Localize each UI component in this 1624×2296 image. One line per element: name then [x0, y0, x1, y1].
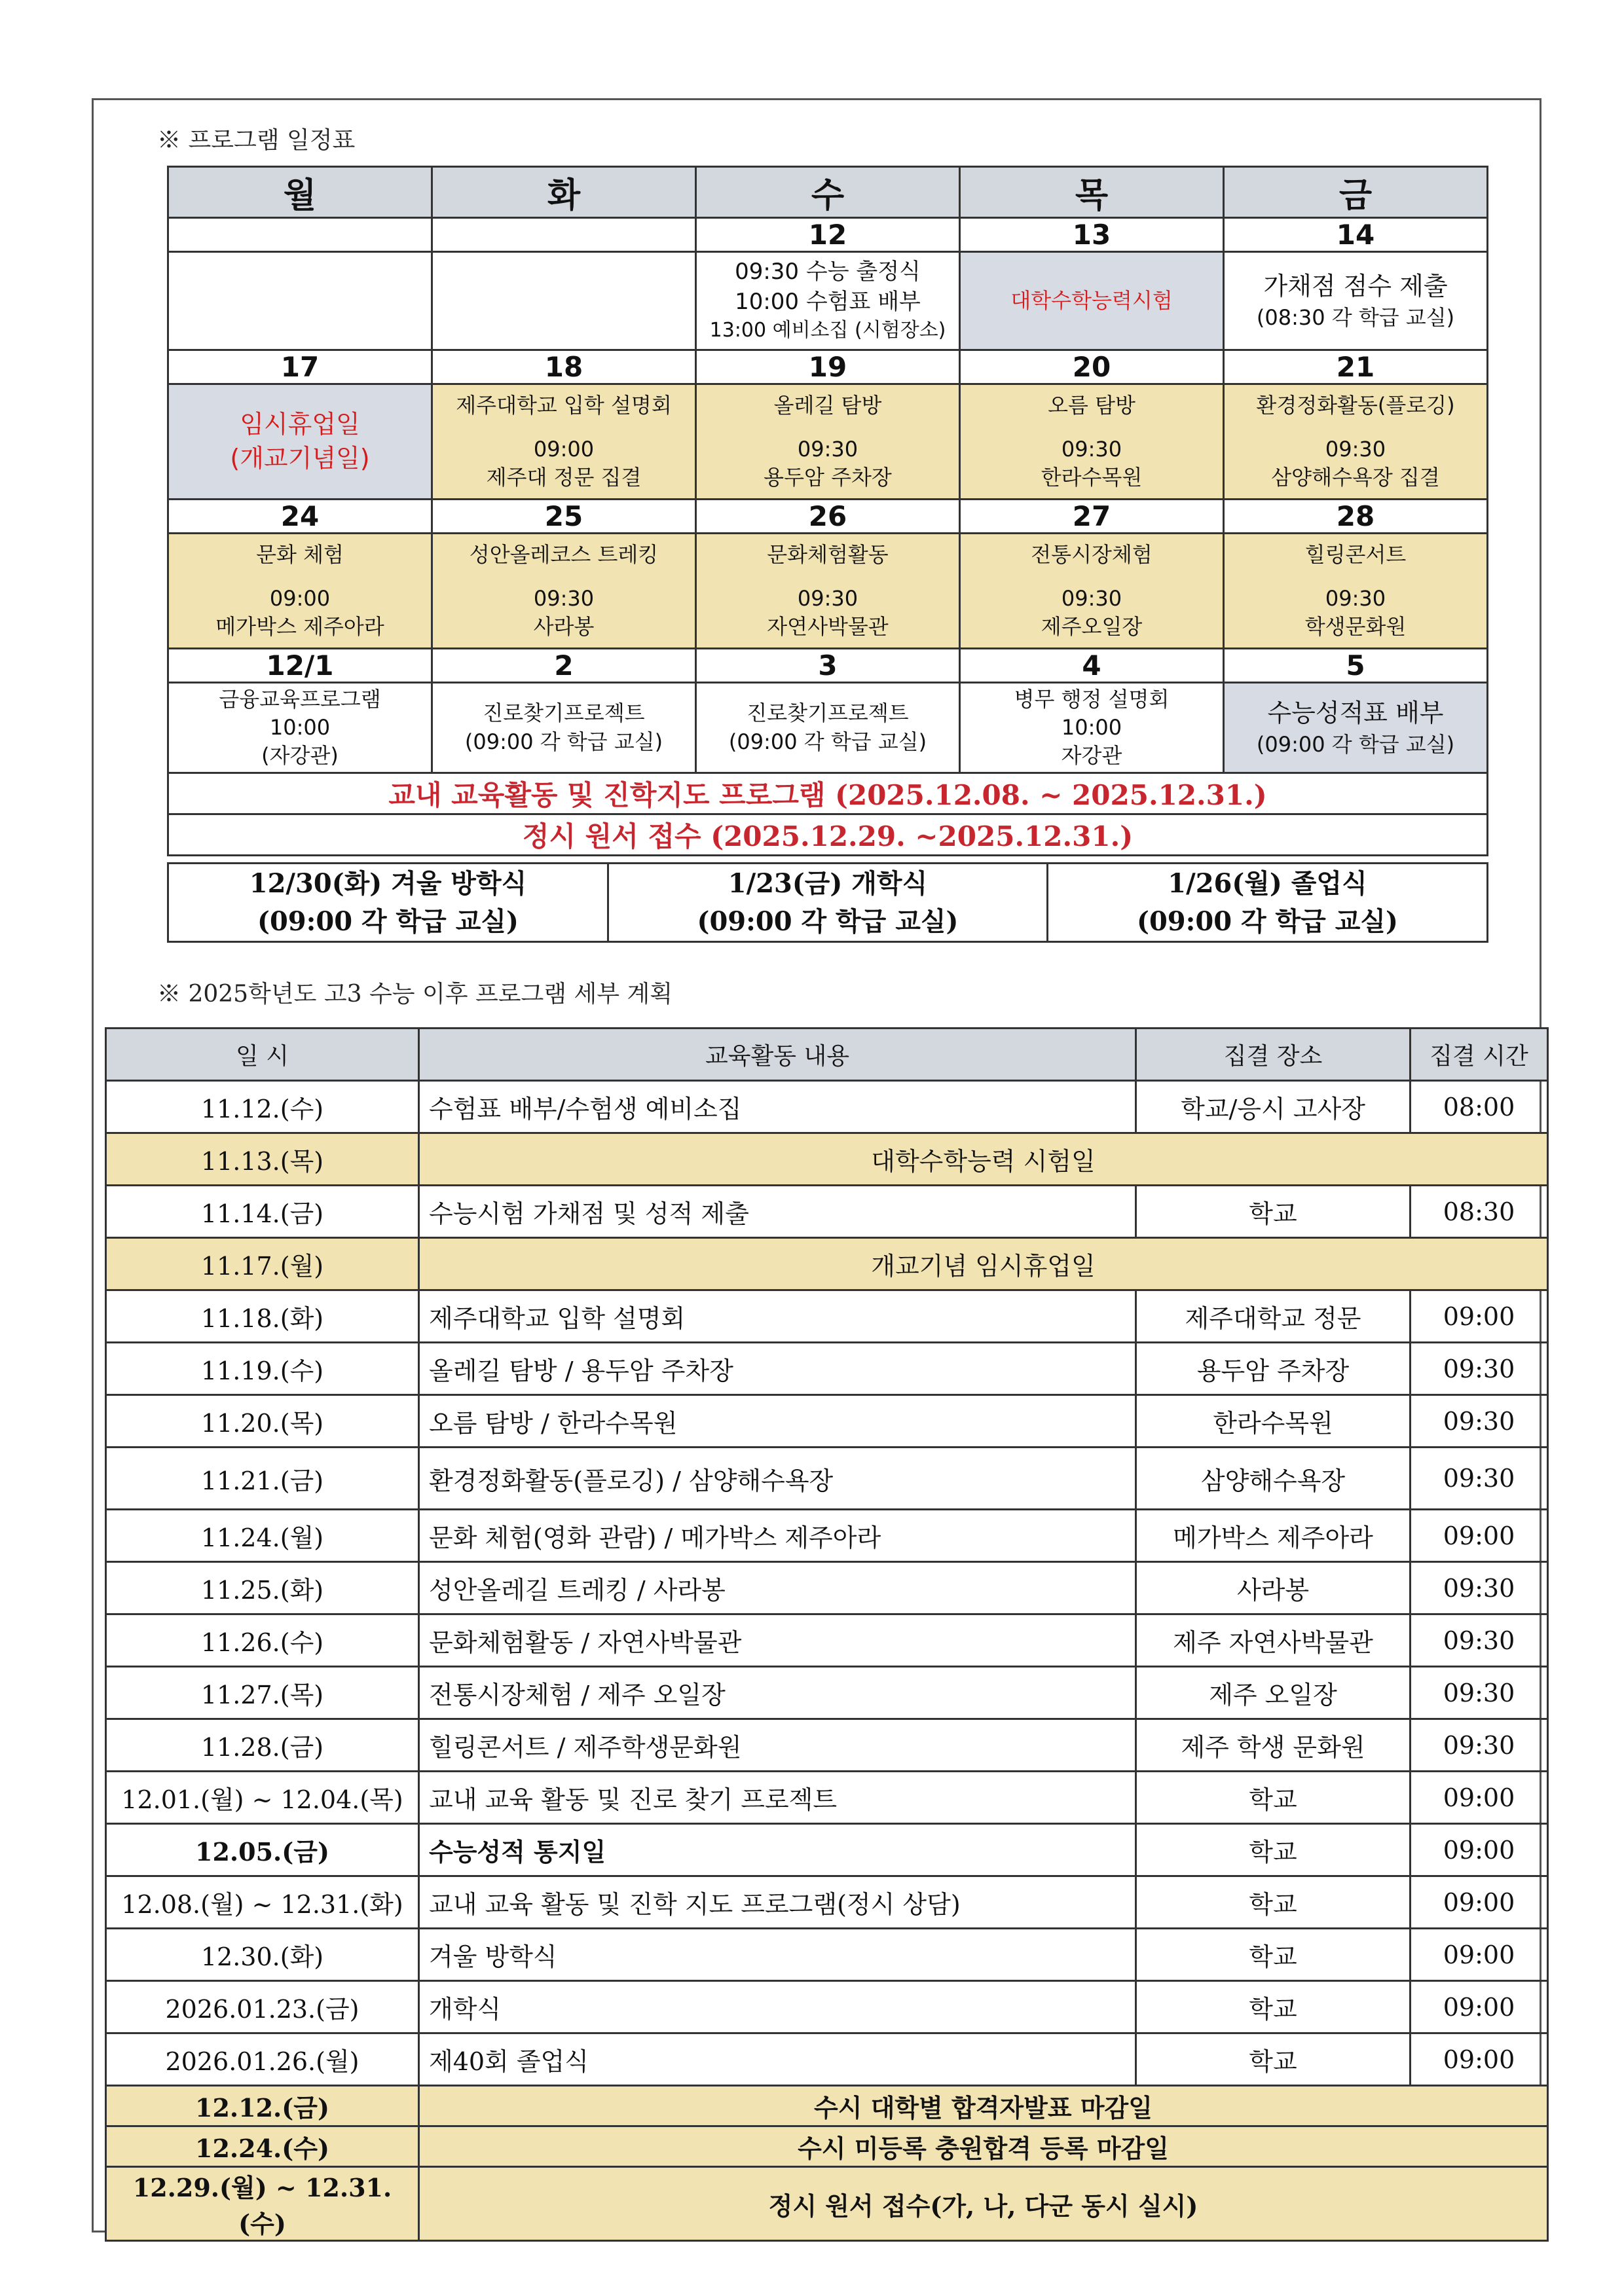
row-content: 개교기념 임시휴업일: [419, 1238, 1548, 1290]
row-place: 학교: [1136, 1981, 1411, 2033]
activity-cell: [1224, 683, 1488, 773]
row-time: 09:00: [1411, 1510, 1548, 1562]
row-place: 제주 자연사박물관: [1136, 1614, 1411, 1667]
row-date: 11.12.(수): [106, 1081, 419, 1133]
activity-line: 제주대학교 입학 설명회: [456, 392, 672, 418]
activity-line: 09:30: [797, 585, 858, 611]
activity-line: 환경정화활동(플로깅): [1256, 392, 1455, 418]
row-date: 11.18.(화): [106, 1290, 419, 1343]
activity-line: 09:30: [1325, 585, 1386, 611]
date-cell: [432, 218, 696, 252]
row-time: 09:00: [1411, 1824, 1548, 1876]
row-content: 힐링콘서트 / 제주학생문화원: [419, 1719, 1136, 1772]
regular-admission-banner: 정시 원서 접수 (2025.12.29. ~2025.12.31.): [168, 814, 1488, 856]
date-cell: 26: [696, 500, 960, 534]
row-content: 수험표 배부/수험생 예비소집: [419, 1081, 1136, 1133]
activity-line: 수능성적표 배부: [1267, 699, 1444, 728]
row-date: 12.05.(금): [106, 1824, 419, 1876]
activity-line: 임시휴업일: [240, 410, 360, 439]
row-date: 11.21.(금): [106, 1448, 419, 1510]
row-place: 학교: [1136, 1824, 1411, 1876]
row-date: 12.01.(월) ~ 12.04.(목): [106, 1772, 419, 1824]
date-cell: 20: [960, 350, 1224, 384]
row-content: 문화체험활동 / 자연사박물관: [419, 1614, 1136, 1667]
ceremony-cell: [608, 864, 1048, 942]
activity-cell: [168, 252, 432, 350]
ceremony-line: 1/23(금) 개학식: [728, 867, 928, 899]
activity-cell: [1224, 384, 1488, 500]
row-time: 09:00: [1411, 2033, 1548, 2086]
row-date: 12.12.(금): [106, 2086, 419, 2126]
row-date: 11.19.(수): [106, 1343, 419, 1395]
activity-line: 사라봉: [533, 614, 595, 640]
row-time: 09:00: [1411, 1981, 1548, 2033]
activity-line: 09:30: [533, 585, 595, 611]
activity-line: (개교기념일): [230, 443, 370, 473]
row-content: 제주대학교 입학 설명회: [419, 1290, 1136, 1343]
activity-line: 한라수목원: [1041, 465, 1143, 490]
row-time: 09:00: [1411, 1290, 1548, 1343]
ceremony-line: 12/30(화) 겨울 방학식: [249, 867, 527, 899]
row-place: 학교: [1136, 2033, 1411, 2086]
row-content: 대학수학능력 시험일: [419, 1133, 1548, 1186]
date-cell: 3: [696, 649, 960, 683]
activity-line: 09:30 수능 출정식: [735, 259, 921, 285]
activity-cell: [960, 683, 1224, 773]
row-time: 09:30: [1411, 1719, 1548, 1772]
row-date: 11.25.(화): [106, 1562, 419, 1614]
row-content: 성안올레길 트레킹 / 사라봉: [419, 1562, 1136, 1614]
row-date: 12.08.(월) ~ 12.31.(화): [106, 1876, 419, 1929]
activity-cell: [696, 252, 960, 350]
activity-cell: [696, 384, 960, 500]
activity-line: 전통시장체험: [1031, 541, 1153, 567]
row-content: 수시 대학별 합격자발표 마감일: [419, 2086, 1548, 2126]
ceremony-line: (09:00 각 학급 교실): [257, 905, 519, 937]
date-cell: 17: [168, 350, 432, 384]
activity-line: 진로찾기프로젝트: [483, 701, 645, 726]
row-date: 11.13.(목): [106, 1133, 419, 1186]
activity-cell: [168, 534, 432, 649]
activity-cell: [432, 252, 696, 350]
activity-line: 10:00: [1061, 714, 1122, 740]
weekday-mon: 월: [168, 167, 432, 218]
row-date: 11.26.(수): [106, 1614, 419, 1667]
date-cell: 27: [960, 500, 1224, 534]
activity-line: 09:30: [1325, 436, 1386, 462]
header-date: 일 시: [106, 1029, 419, 1081]
row-date: 12.30.(화): [106, 1929, 419, 1981]
activity-line: 가채점 점수 제출: [1263, 272, 1448, 301]
date-cell: 4: [960, 649, 1224, 683]
date-cell: 12/1: [168, 649, 432, 683]
activity-line: 진로찾기프로젝트: [747, 701, 909, 726]
row-date: 11.17.(월): [106, 1238, 419, 1290]
activity-line: 힐링콘서트: [1304, 541, 1407, 567]
date-cell: [168, 218, 432, 252]
row-date: 11.27.(목): [106, 1667, 419, 1719]
weekday-thu: 목: [960, 167, 1224, 218]
ceremony-table: [167, 862, 1488, 943]
row-time: 09:30: [1411, 1667, 1548, 1719]
row-place: 학교: [1136, 1772, 1411, 1824]
row-content: 수능시험 가채점 및 성적 제출: [419, 1186, 1136, 1238]
row-date: 2026.01.23.(금): [106, 1981, 419, 2033]
row-place: 학교/응시 고사장: [1136, 1081, 1411, 1133]
activity-line: 10:00 수험표 배부: [735, 289, 921, 316]
row-content: 올레길 탐방 / 용두암 주차장: [419, 1343, 1136, 1395]
activity-line: 자강관: [1061, 743, 1122, 769]
date-cell: 2: [432, 649, 696, 683]
row-place: 메가박스 제주아라: [1136, 1510, 1411, 1562]
weekday-tue: 화: [432, 167, 696, 218]
detail-heading: ※ 2025학년도 고3 수능 이후 프로그램 세부 계획: [157, 981, 673, 1008]
activity-cell: [1224, 252, 1488, 350]
row-content: 오름 탐방 / 한라수목원: [419, 1395, 1136, 1448]
program-calendar: [167, 166, 1488, 856]
activity-line: 제주대 정문 집결: [486, 465, 642, 490]
activity-cell: [960, 534, 1224, 649]
activity-cell: [1224, 534, 1488, 649]
date-cell: 18: [432, 350, 696, 384]
activity-line: (09:00 각 학급 교실): [728, 729, 927, 754]
row-place: 제주 학생 문화원: [1136, 1719, 1411, 1772]
row-time: 09:30: [1411, 1395, 1548, 1448]
activity-line: 10:00: [269, 714, 331, 740]
ceremony-line: 1/26(월) 졸업식: [1168, 867, 1367, 899]
activity-cell: [432, 534, 696, 649]
ceremony-cell: [168, 864, 608, 942]
row-content: 겨울 방학식: [419, 1929, 1136, 1981]
row-place: 삼양해수욕장: [1136, 1448, 1411, 1510]
ceremony-line: (09:00 각 학급 교실): [697, 905, 959, 937]
row-time: 08:30: [1411, 1186, 1548, 1238]
activity-line: 학생문화원: [1304, 614, 1407, 640]
activity-line: 09:30: [797, 436, 858, 462]
ceremony-cell: [1048, 864, 1488, 942]
activity-line: 09:00: [533, 436, 595, 462]
row-time: 09:00: [1411, 1772, 1548, 1824]
row-time: 08:00: [1411, 1081, 1548, 1133]
row-place: 학교: [1136, 1186, 1411, 1238]
row-place: 제주 오일장: [1136, 1667, 1411, 1719]
date-cell: 28: [1224, 500, 1488, 534]
activity-line: 문화체험활동: [767, 541, 889, 567]
header-time: 집결 시간: [1411, 1029, 1548, 1081]
row-content: 전통시장체험 / 제주 오일장: [419, 1667, 1136, 1719]
activity-line: (자강관): [261, 743, 339, 769]
row-place: 학교: [1136, 1929, 1411, 1981]
row-content: 문화 체험(영화 관람) / 메가박스 제주아라: [419, 1510, 1136, 1562]
activity-line: (09:00 각 학급 교실): [1256, 731, 1455, 757]
header-content: 교육활동 내용: [419, 1029, 1136, 1081]
activity-line: 병무 행정 설명회: [1014, 686, 1170, 712]
date-cell: 12: [696, 218, 960, 252]
activity-line: 오름 탐방: [1048, 392, 1135, 418]
row-time: 09:30: [1411, 1562, 1548, 1614]
weekday-fri: 금: [1224, 167, 1488, 218]
row-place: 한라수목원: [1136, 1395, 1411, 1448]
row-date: 11.14.(금): [106, 1186, 419, 1238]
activity-line: 13:00 예비소집 (시험장소): [709, 319, 946, 342]
row-content: 개학식: [419, 1981, 1136, 2033]
csat-exam-cell: 대학수학능력시험: [960, 252, 1224, 350]
ceremony-line: (09:00 각 학급 교실): [1137, 905, 1398, 937]
date-cell: 21: [1224, 350, 1488, 384]
date-cell: 13: [960, 218, 1224, 252]
date-cell: 24: [168, 500, 432, 534]
row-date: 11.28.(금): [106, 1719, 419, 1772]
row-date: 12.29.(월) ~ 12.31.(수): [106, 2167, 419, 2241]
activity-line: 성안올레코스 트레킹: [469, 541, 659, 567]
activity-line: 09:30: [1061, 436, 1122, 462]
activity-line: 자연사박물관: [767, 614, 889, 640]
date-cell: 5: [1224, 649, 1488, 683]
row-content: 교내 교육 활동 및 진로 찾기 프로젝트: [419, 1772, 1136, 1824]
row-content: 정시 원서 접수(가, 나, 다군 동시 실시): [419, 2167, 1548, 2241]
activity-line: 올레길 탐방: [773, 392, 882, 418]
row-date: 11.20.(목): [106, 1395, 419, 1448]
activity-cell: [432, 384, 696, 500]
row-place: 학교: [1136, 1876, 1411, 1929]
header-place: 집결 장소: [1136, 1029, 1411, 1081]
row-place: 사라봉: [1136, 1562, 1411, 1614]
activity-cell: [960, 384, 1224, 500]
activity-line: (09:00 각 학급 교실): [464, 729, 663, 754]
activity-line: 제주오일장: [1041, 614, 1143, 640]
row-content: 환경정화활동(플로깅) / 삼양해수욕장: [419, 1448, 1136, 1510]
row-time: 09:30: [1411, 1448, 1548, 1510]
row-time: 09:00: [1411, 1876, 1548, 1929]
education-program-banner: 교내 교육활동 및 진학지도 프로그램 (2025.12.08. ~ 2025.12.31.): [168, 773, 1488, 814]
date-cell: 25: [432, 500, 696, 534]
activity-cell: [432, 683, 696, 773]
weekday-wed: 수: [696, 167, 960, 218]
row-date: 11.24.(월): [106, 1510, 419, 1562]
row-content: 교내 교육 활동 및 진학 지도 프로그램(정시 상담): [419, 1876, 1136, 1929]
row-content: 수능성적 통지일: [419, 1824, 1136, 1876]
activity-line: 문화 체험: [256, 541, 344, 567]
activity-line: 09:30: [1061, 585, 1122, 611]
activity-line: (08:30 각 학급 교실): [1256, 304, 1455, 330]
row-time: 09:30: [1411, 1614, 1548, 1667]
holiday-cell: [168, 384, 432, 500]
activity-line: 메가박스 제주아라: [215, 614, 384, 640]
activity-line: 용두암 주차장: [764, 465, 892, 490]
row-date: 2026.01.26.(월): [106, 2033, 419, 2086]
activity-cell: [168, 683, 432, 773]
activity-line: 금융교육프로그램: [219, 686, 381, 712]
activity-line: 삼양해수욕장 집결: [1271, 465, 1440, 490]
activity-line: 09:00: [269, 585, 331, 611]
activity-cell: [696, 534, 960, 649]
row-place: 용두암 주차장: [1136, 1343, 1411, 1395]
row-time: 09:30: [1411, 1343, 1548, 1395]
row-content: 수시 미등록 충원합격 등록 마감일: [419, 2126, 1548, 2167]
date-cell: 14: [1224, 218, 1488, 252]
date-cell: 19: [696, 350, 960, 384]
detail-plan-table: [105, 1027, 1549, 2242]
row-content: 제40회 졸업식: [419, 2033, 1136, 2086]
row-date: 12.24.(수): [106, 2126, 419, 2167]
row-place: 제주대학교 정문: [1136, 1290, 1411, 1343]
row-time: 09:00: [1411, 1929, 1548, 1981]
activity-cell: [696, 683, 960, 773]
calendar-heading: ※ 프로그램 일정표: [157, 127, 356, 154]
